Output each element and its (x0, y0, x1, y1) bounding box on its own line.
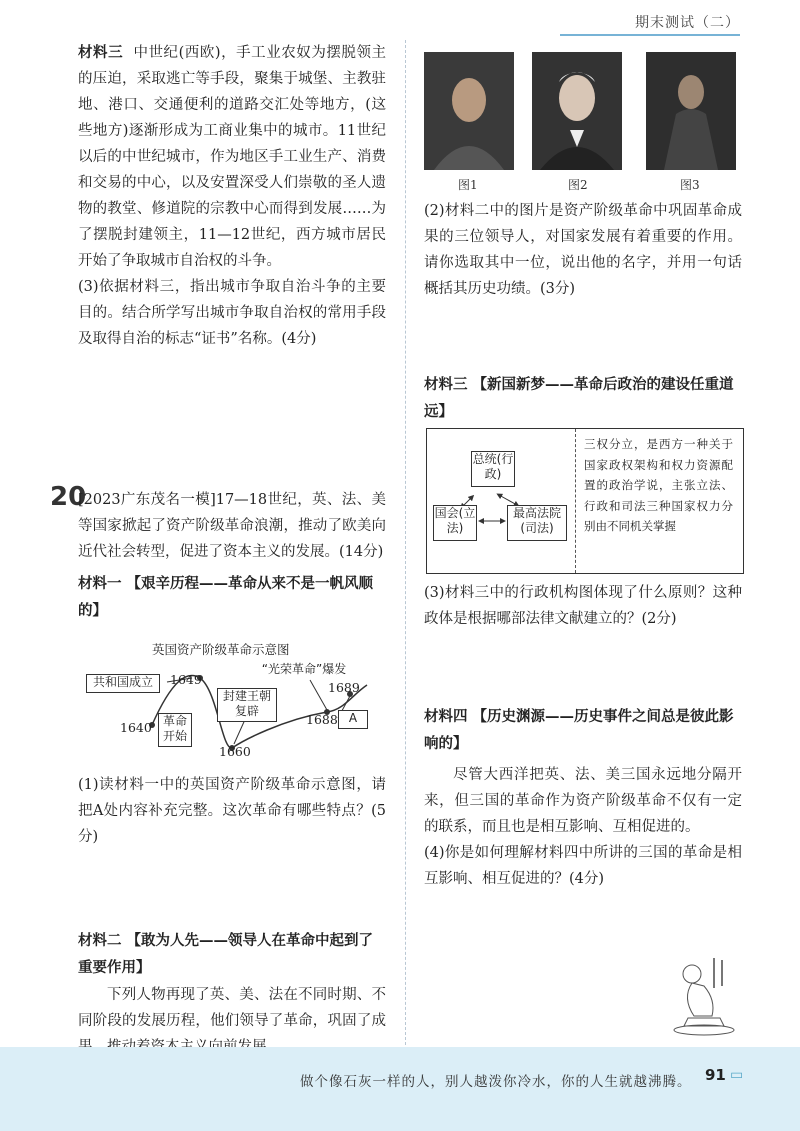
material-3-heading-right: 材料三 【新国新梦——革命后政治的建设任重道远】 (424, 377, 734, 420)
material-2-text: 下列人物再现了英、美、法在不同时期、不同阶段的发展历程，他们领导了革命，巩固了成 (78, 987, 386, 1029)
material-2-heading: 材料二 【敢为人先——领导人在革命中起到了重要作用】 (78, 933, 374, 976)
question-3-government: (3)材料三中的行政机构图体现了什么原则？这种政体是根据哪部法律文献建立的？(2分) (424, 585, 742, 627)
year-1689: 1689 (328, 680, 360, 695)
node-start: 革命开始 (158, 713, 192, 747)
right-column-mat3 (424, 372, 742, 426)
caption-figure-1: 图1 (458, 178, 478, 192)
header-rule (560, 34, 740, 36)
right-column-mat4 (424, 704, 742, 892)
portrait-figure-3 (646, 52, 736, 170)
node-glorious: “光荣革命”爆发 (252, 662, 356, 679)
node-republic: 共和国成立 (86, 674, 160, 693)
question-4: (4)你是如何理解材料四中所讲的三国的革命是相互影响、相互促进的？(4分) (424, 845, 742, 887)
left-column-q1 (78, 772, 386, 850)
government-structure-diagram (426, 428, 744, 574)
year-1660: 1660 (219, 744, 251, 759)
material-3-paragraph (78, 40, 386, 274)
reading-figure-illustration (664, 938, 744, 1038)
material-3-text: 中世纪(西欧)，手工业农奴为摆脱领主的压迫，采取逃亡等手段，聚集于城堡、主教驻地、港口、交通便利的道路交汇处等地方，(这些地方)逐渐形成为工商业集中的城市。11世纪以后的中世纪城市，作为地区手工业生产、消费和交易的中心，以及安置深受人们崇敬的圣人遗物的教堂、修道院的宗教中心而得到发展……为了摆脱封建领主，11—12世纪，西方城市居民开始了争取城市自治权的斗争。 (78, 45, 387, 269)
material-3-label: 材料三 (78, 45, 124, 61)
gov-note: 三权分立，是西方一种关于国家政权架构和权力资源配置的政治学说，主张立法、行政和司法三种国家权力分别由不同机关掌握 (575, 429, 739, 573)
column-divider (405, 40, 406, 1045)
right-column-q2 (424, 198, 742, 302)
question-3-medieval: (3)依据材料三，指出城市争取自治斗争的主要目的。结合所学写出城市争取自治权的常用手段及取得自治的标志“证书”名称。(4分) (78, 279, 386, 347)
left-column-q20 (78, 487, 386, 625)
question-1: (1)读材料一中的英国资产阶级革命示意图，请把A处内容补充完整。这次革命有哪些特点？(5分) (78, 777, 386, 845)
left-column-mat2 (78, 928, 386, 1060)
page-number: 91 (705, 1066, 726, 1084)
page-header-title: 期末测试（二） (635, 15, 740, 31)
node-restoration: 封建王朝复辟 (217, 688, 277, 722)
portrait-figure-2 (532, 52, 622, 170)
question-2: (2)材料二中的图片是资产阶级革命中巩固革命成果的三位领导人，对国家发展有着重要的作用。请你选取其中一位，说出他的名字，并用一句话概括其历史功绩。(3分) (424, 203, 742, 297)
year-1640: 1640 (120, 720, 152, 735)
gov-president-box: 总统(行政) (471, 451, 515, 487)
revolution-diagram (82, 640, 382, 765)
year-1649: 1649 (170, 672, 202, 687)
material-4-heading: 材料四 【历史渊源——历史事件之间总是彼此影响的】 (424, 709, 734, 752)
gov-court-box: 最高法院(司法) (507, 505, 567, 541)
node-a: A (338, 710, 368, 729)
caption-figure-2: 图2 (568, 178, 588, 192)
right-column-q3 (424, 580, 742, 632)
book-icon: ▭ (730, 1067, 744, 1083)
footer-quote: 做个像石灰一样的人，别人越泼你冷水，你的人生就越沸腾。 (300, 1074, 692, 1090)
leader-portraits (424, 52, 742, 192)
material-1-heading: 材料一 【艰辛历程——革命从来不是一帆风顺的】 (78, 576, 374, 619)
question-20-intro: [2023广东茂名一模]17—18世纪，英、法、美等国家掀起了资产阶级革命浪潮，推动了欧美向近代社会转型，促进了资本主义的发展。(14分) (78, 492, 386, 560)
left-column (78, 40, 386, 352)
caption-figure-3: 图3 (680, 178, 700, 192)
material-4-text: 尽管大西洋把英、法、美三国永远地分隔开来，但三国的革命作为资产阶级革命不仅有一定的联系，而且也是相互影响、互相促进的。 (424, 767, 742, 835)
question-20-number: 20 (50, 482, 87, 512)
diagram-title: 英国资产阶级革命示意图 (152, 642, 290, 657)
portrait-figure-1 (424, 52, 514, 170)
gov-congress-box: 国会(立法) (433, 505, 477, 541)
year-1688: 1688 (306, 712, 338, 727)
